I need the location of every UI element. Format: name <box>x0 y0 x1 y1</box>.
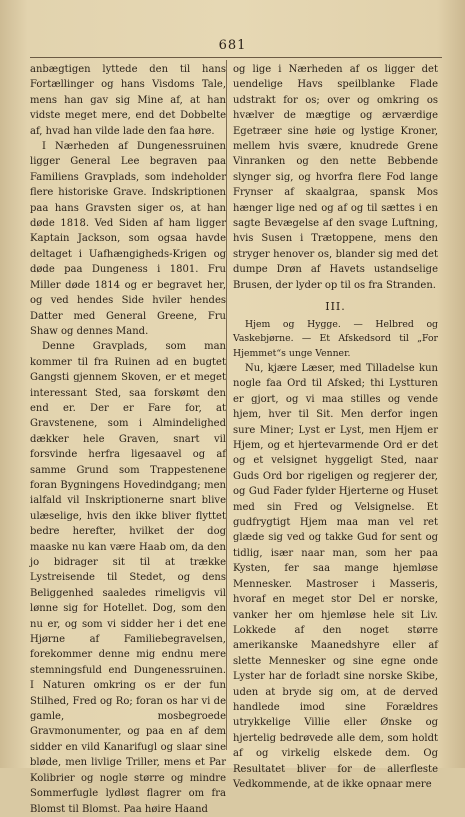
section-summary: Hjem og Hygge. — Helbred og Vaskebjørne. — Et Afskedsord til „For Hjemmet“s unge Venner. <box>233 318 438 359</box>
paragraph: Denne Gravplads, som man kommer til fra Ruinen ad en bugtet Gangsti gjennem Skoven, er et meget interessant Sted, saa forskømt den end er. Der er Fare for, at Gravstenene, som i Almindelighed dækker hele Graven, snart vil forsvinde herfra ligesaavel og af samme Grund som Trappestenene foran Bygningens Hovedindgang; men ialfald vil Inskriptionerne snart blive ulæselige, hvis den ikke bliver flyttet bedre herefter, hvilket der dog maaske nu kan være Haab om, da den jo bidrager sit til at trække Lystreisende til Stedet, og dens Beliggenhed saaledes rimeligvis vil lønne sig for Hotellet. Dog, som den nu er, og som vi sidder her i det ene Hjørne af Familiebegravelsen, forekommer denne mig endnu mere stemningsfuld end Dungenessruinen. I Naturen omkring os er der fun Stilhed, Fred og Ro; foran os har vi de gamle, mosbegroede Gravmonumenter, og paa en af dem sidder en vild Kanarifugl og slaar sine bløde, men livlige Triller, mens et Par Kolibrier og nogle større og mindre Sommerfugle lydløst flagrer om fra Blomst til Blomst. Paa høire Haand <box>30 341 226 815</box>
header-rule <box>30 57 442 58</box>
paragraph: og lige i Nærheden af os ligger det uendelige Havs speilblanke Flade udstrakt for os; over og omkring os hvælver de mægtige og ærværdige Egetræer sine høie og lystige Kroner, mellem hvis svære, knudrede Grene Vinranken og den nette Bebbende slynger sig, og hvorfra flere Fod lange Frynser af skaalgraa, spansk Mos hænger lige ned og af og til sættes i en sagte Bevægelse af den svage Luftning, hvis Susen i Trætoppene, mens den stryger henover os, blander sig med det dumpe Drøn af Havets ustandselige Brusen, der lyder op til os fra Stranden. <box>233 64 438 291</box>
column-divider <box>226 60 227 750</box>
right-column <box>233 62 438 792</box>
left-column <box>30 62 226 817</box>
page-number: 681 <box>218 38 247 53</box>
paragraph: anbægtigen lyttede den til hans Fortællinger og hans Visdoms Tale, mens han gav sig Mine af, at han vidste meget mere, end det Dobbelte af, hvad han vilde lade den faa høre. <box>30 64 226 137</box>
paragraph: I Nærheden af Dungenessruinen ligger General Lee begraven paa Familiens Gravplads, som indeholder flere historiske Grave. Indskriptionen paa hans Gravsten siger os, at han døde 1818. Ved Siden af ham ligger Kaptain Jackson, som ogsaa havde deltaget i Uafhængigheds-Krigen og døde paa Dungeness i 1801. Fru Miller døde 1814 og er begravet her, og ved hendes Side hviler hendes Datter med General Greene, Fru Shaw og dennes Mand. <box>30 141 226 337</box>
section-heading: III. <box>325 300 346 314</box>
paragraph: Nu, kjære Læser, med Tilladelse kun nogle faa Ord til Afsked; thi Lystturen er gjort, og vi maa stilles og vende hjem, hver til Sit. Men derfor ingen sure Miner; Lyst er Lyst, men Hjem er Hjem, og et hjertevarmende Ord er det og et velsignet hyggeligt Sted, naar Guds Ord bor rigeligen og regjerer der, og Gud Fader fylder Hjerterne og Huset med sin Fred og Velsignelse. Et gudfrygtigt Hjem maa man vel ret glæde sig ved og takke Gud for sent og tidlig, især naar man, som her paa Kysten, fer saa mange hjemløse Mennesker. Mastroser i Masseris, hvoraf en meget stor Del er norske, vanker her om hjemløse hele sit Liv. Lokkede af den noget større amerikanske Maanedshyre eller af slette Mennesker og sine egne onde Lyster har de forladt sine norske Skibe, uden at bryde sig om, at de derved handlede imod sine Forældres utrykkelige Villie eller Ønske og hjertelig bedrøvede alle dem, som holdt af og virkelig elskede dem. Og Resultatet bliver for de allerfleste Vedkommende, at de ikke opnaar mere <box>233 363 438 790</box>
